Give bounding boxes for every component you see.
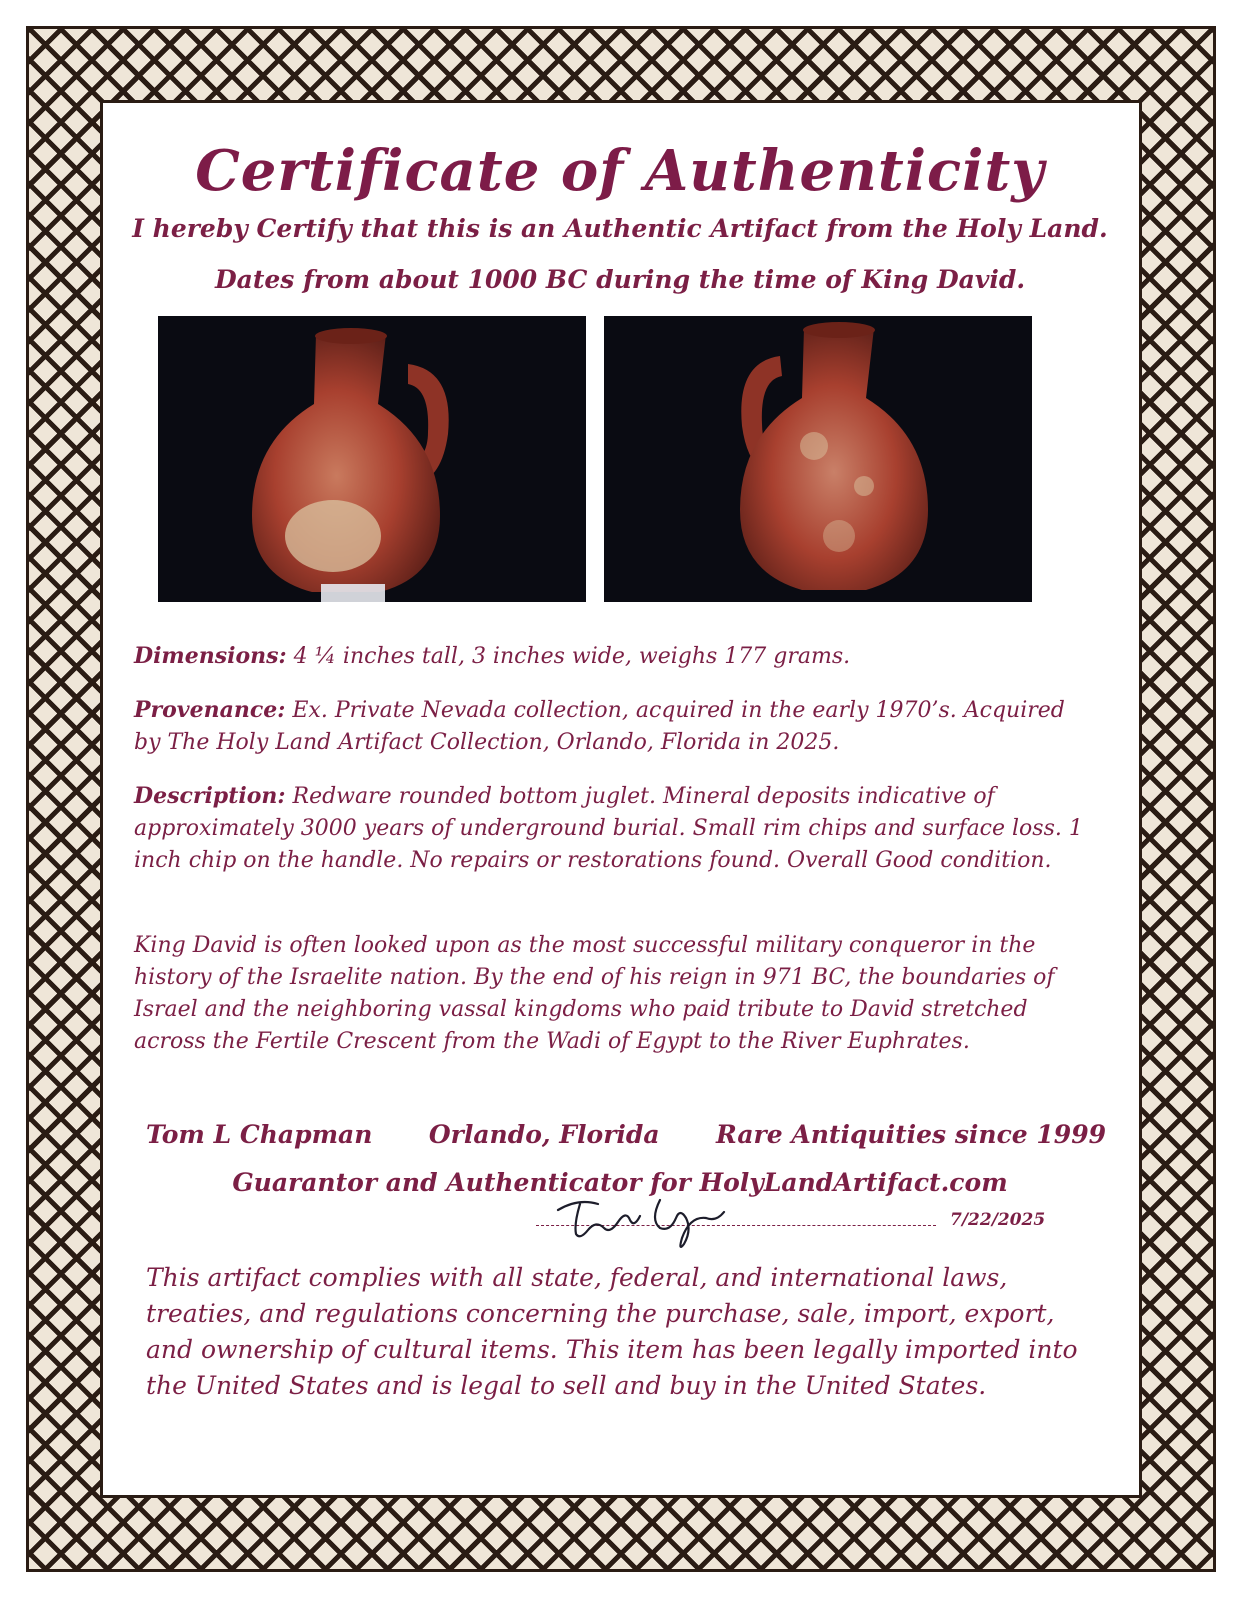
dates-line: Dates from about 1000 BC during the time of King David. [214,265,1026,294]
history-paragraph: King David is often looked upon as the most successful military conqueror in the history of the Israelite nation. By the end of his reign in 971 BC, the boundaries of Israel and the neighboring vassal kingdoms who paid tribute to David stretched across the Fertile Crescent from the Wadi of Egypt to the River Euphrates. [134,933,1055,1054]
guarantor-line: Guarantor and Authenticator for HolyLandArtifact.com [232,1168,1008,1197]
compliance-paragraph: This artifact complies with all state, federal, and international laws, treaties, and regulations concerning the purchase, sale, import, export, and ownership of cultural items. This item has been legally imported into the United States and is legal to sell and buy in the United States. [146,1263,1078,1400]
dimensions-label: Dimensions: [134,643,287,669]
signatory-location: Orlando, Florida [428,1120,660,1149]
certificate-title: Certificate of Authenticity [195,138,1045,204]
signature-icon [550,1180,770,1250]
description-field [134,780,1094,877]
provenance-field [134,694,1094,759]
juglet-front-icon [158,316,586,602]
signature-date: 7/22/2025 [950,1210,1046,1230]
juglet-back-icon [604,316,1032,602]
artifact-photos [110,316,1130,616]
artifact-photo-front [158,316,586,602]
signatory-name: Tom L Chapman [146,1120,373,1149]
description-label: Description: [134,783,286,809]
certify-line: I hereby Certify that this is an Authentic Artifact from the Holy Land. [132,214,1108,243]
artifact-photo-back [604,316,1032,602]
signatory-row [146,1120,1106,1149]
description-text: Redware rounded bottom juglet. Mineral deposits indicative of approximately 3000 years of underground burial. Small rim chips and surface loss. 1 inch chip on the handle. No repairs or restorations found. Overall Good condition. [134,784,1083,873]
dimensions-text: 4 ¼ inches tall, 3 inches wide, weighs 177 grams. [293,644,851,669]
signatory-since: Rare Antiquities since 1999 [716,1120,1106,1149]
dimensions-field [134,640,1094,673]
provenance-label: Provenance: [134,697,286,723]
certificate-content [110,120,1130,1400]
provenance-text: Ex. Private Nevada collection, acquired in the early 1970’s. Acquired by The Holy Land Artifact Collection, Orlando, Florida in 2025. [134,698,1065,755]
